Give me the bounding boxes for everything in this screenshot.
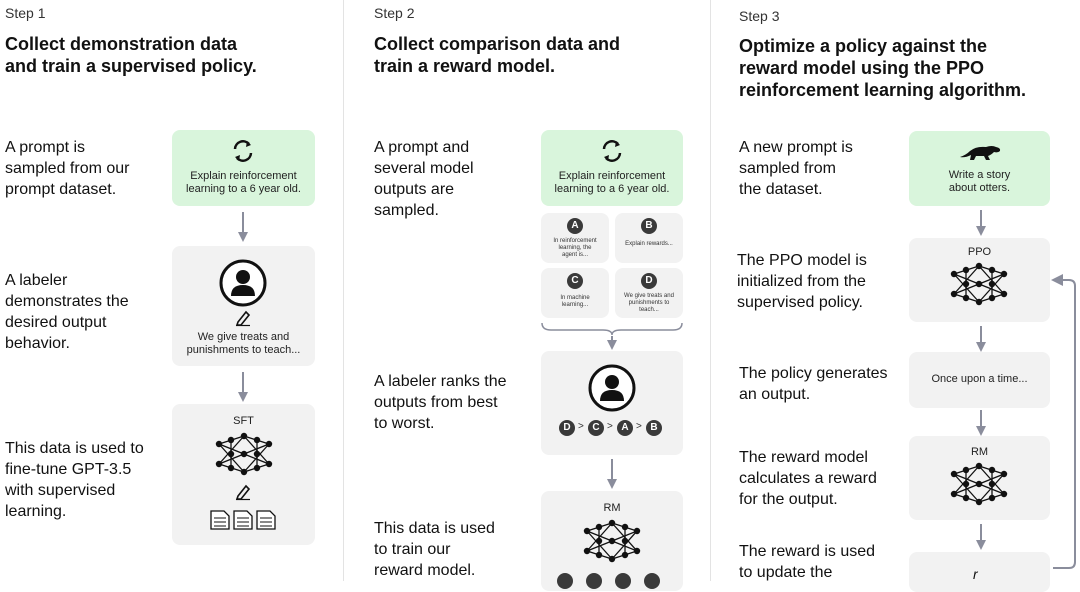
rank-badge: B: [646, 420, 662, 436]
rank-badge: A: [617, 420, 633, 436]
output-letter-badge: C: [567, 273, 583, 289]
output-letter-badge: A: [567, 218, 583, 234]
step-heading: Collect comparison data and train a reward model.: [374, 34, 621, 76]
step-description: The PPO model is initialized from the supervised policy.: [737, 252, 867, 311]
prompt-card: Write a story about otters.: [909, 131, 1050, 206]
grouping-brace: [541, 322, 683, 336]
output-card-c: C In machine learning...: [541, 268, 609, 318]
policy-output-text: Once upon a time...: [931, 373, 1028, 385]
step-3-column: [711, 0, 1080, 581]
step-heading: Collect demonstration data and train a supervised policy.: [5, 34, 257, 76]
step-description: The reward is used to update the: [739, 543, 876, 581]
step-heading: Optimize a policy against the reward model using the PPO reinforcement learning algorithm.: [739, 36, 1027, 100]
neural-network-icon: [949, 464, 1009, 504]
prompt-card: Explain reinforcement learning to a 6 year old.: [541, 130, 683, 206]
flow-arrow: [976, 410, 986, 436]
neural-network-icon: [582, 521, 642, 561]
reward-card: [909, 552, 1050, 592]
flow-arrow: [976, 210, 986, 236]
flow-arrow: [976, 326, 986, 352]
step-1-column: [0, 0, 343, 581]
step-label: Step 3: [739, 8, 780, 24]
otter-icon: [958, 141, 1002, 161]
model-label: RM: [970, 446, 989, 458]
output-card-d: D We give treats and punishments to teach...: [615, 268, 683, 318]
step-description: This data is used to train our reward model.: [374, 520, 495, 579]
rank-badges-cut: [557, 573, 667, 581]
neural-network-icon: [949, 264, 1009, 304]
rank-separator: >: [607, 421, 613, 432]
rank-separator: >: [636, 421, 642, 432]
model-label: SFT: [233, 415, 254, 427]
step-description: This data is used to fine-tune GPT-3.5 with supervised learning.: [5, 440, 144, 520]
step-2-column: [344, 0, 710, 581]
feedback-loop-arrow: [1049, 272, 1080, 572]
policy-output-card: [909, 352, 1050, 408]
ranking-card: [541, 351, 683, 455]
rm-model-card: [541, 491, 683, 591]
labeler-icon: [588, 364, 636, 412]
step-description: The reward model calculates a reward for the output.: [739, 449, 877, 508]
documents-icon: [210, 510, 276, 530]
ppo-model-card: [909, 238, 1050, 322]
pencil-icon: [236, 310, 250, 326]
flow-arrow: [238, 372, 248, 402]
flow-arrow: [607, 459, 617, 489]
output-letter-badge: B: [641, 218, 657, 234]
flow-arrow: [238, 212, 248, 242]
rank-badge: D: [559, 420, 575, 436]
step-description: The policy generates an output.: [739, 365, 888, 403]
refresh-icon: [600, 139, 624, 163]
flow-arrow: [607, 336, 617, 350]
step-description: A labeler demonstrates the desired output behavior.: [5, 272, 129, 352]
refresh-icon: [231, 139, 255, 163]
rm-model-card: [909, 436, 1050, 520]
labeler-icon: [219, 259, 267, 307]
output-letter-badge: D: [641, 273, 657, 289]
rank-badge: C: [588, 420, 604, 436]
prompt-card: Explain reinforcement learning to a 6 year old.: [172, 130, 315, 206]
step-label: Step 2: [374, 5, 415, 21]
step-description: A new prompt is sampled from the dataset.: [739, 139, 853, 198]
output-card-b: B Explain rewards...: [615, 213, 683, 263]
step-description: A prompt and several model outputs are sampled.: [374, 139, 474, 219]
step-description: A labeler ranks the outputs from best to worst.: [374, 373, 507, 432]
output-card-a: A In reinforcement learning, the agent is...: [541, 213, 609, 263]
model-label: RM: [603, 502, 621, 514]
pencil-icon: [236, 484, 250, 500]
labeler-card: We give treats and punishments to teach...: [172, 246, 315, 366]
model-label: PPO: [967, 246, 992, 258]
step-description: A prompt is sampled from our prompt dataset.: [5, 139, 130, 198]
sft-model-card: [172, 404, 315, 545]
flow-arrow: [976, 524, 986, 550]
rank-separator: >: [578, 421, 584, 432]
step-label: Step 1: [5, 5, 46, 21]
reward-symbol-icon: r: [973, 566, 978, 582]
neural-network-icon: [214, 434, 274, 474]
